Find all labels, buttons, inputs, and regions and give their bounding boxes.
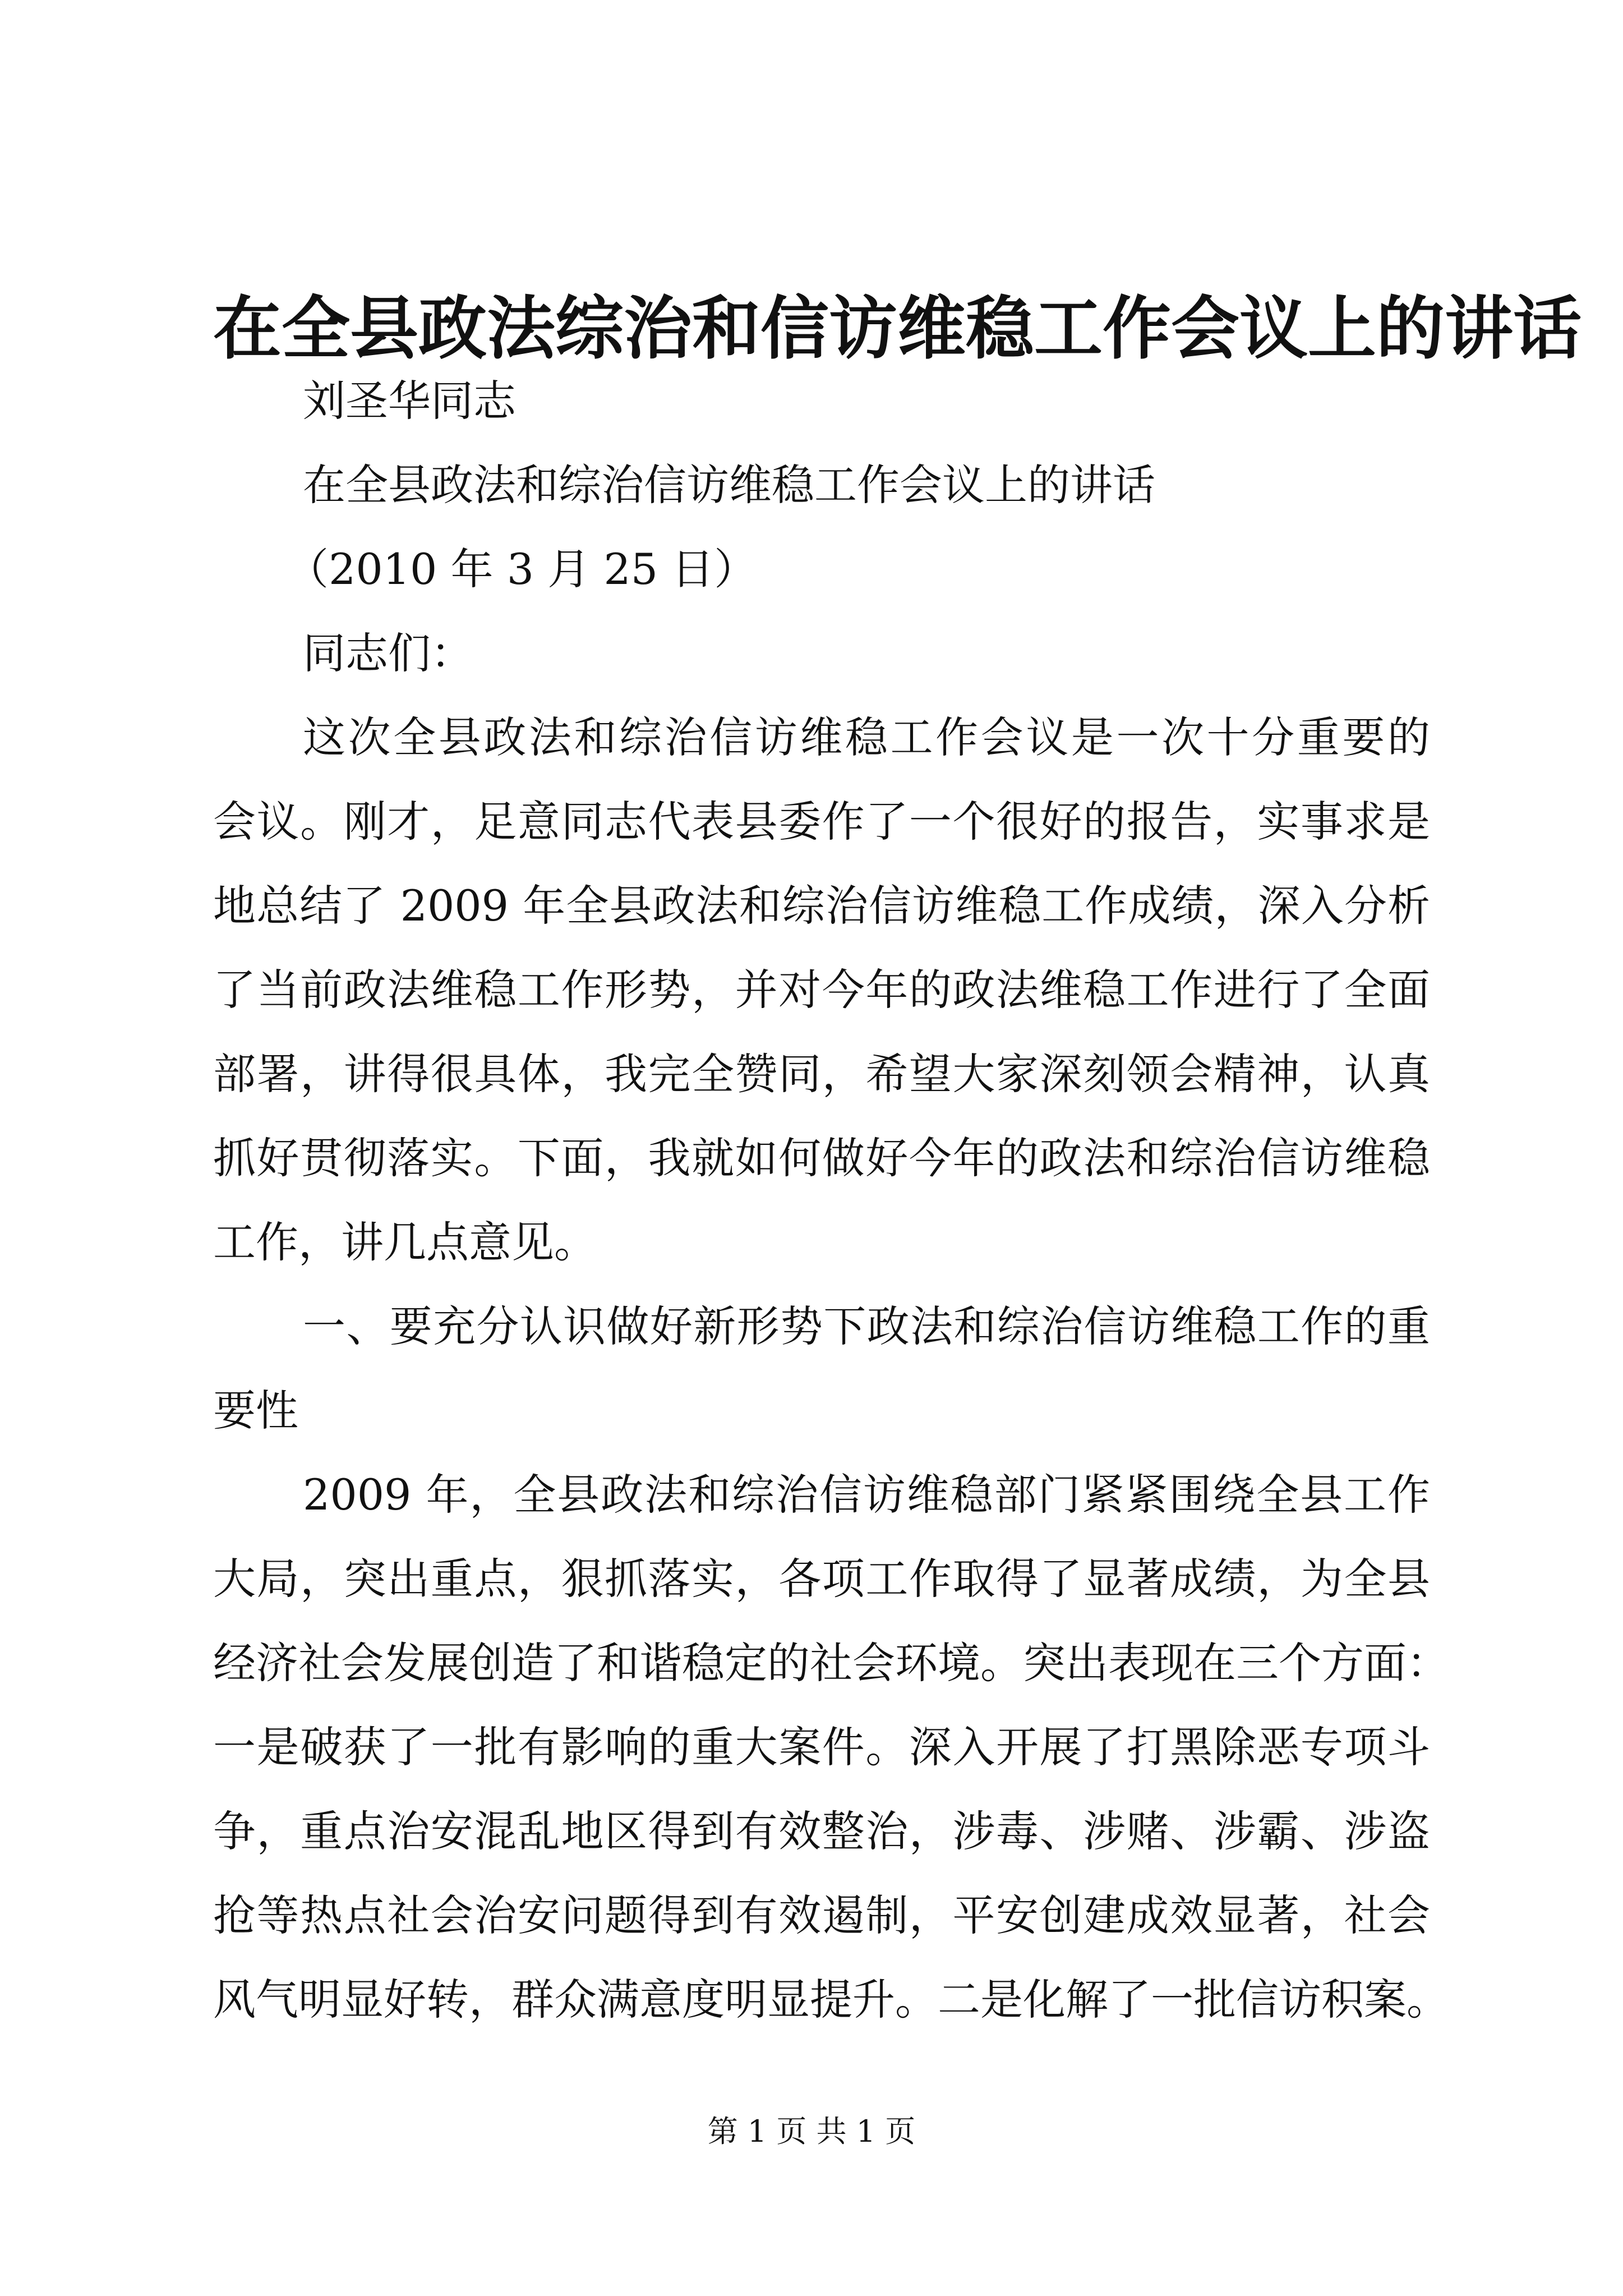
section-heading: 要性 <box>213 1386 298 1435</box>
paragraph-line: 工作，讲几点意见。 <box>213 1217 597 1267</box>
paragraph-line: 了当前政法维稳工作形势，并对今年的政法维稳工作进行了全面 <box>213 965 1430 1015</box>
section-heading: 一、要充分认识做好新形势下政法和综治信访维稳工作的重 <box>303 1301 1430 1351</box>
paragraph-line: 2009 年，全县政法和综治信访维稳部门紧紧围绕全县工作 <box>303 1470 1430 1520</box>
paragraph-line: 抢等热点社会治安问题得到有效遏制，平安创建成效显著，社会 <box>213 1890 1430 1940</box>
page-number-footer: 第 1 页 共 1 页 <box>707 2114 916 2149</box>
paragraph-line: 会议。刚才，足意同志代表县委作了一个很好的报告，实事求是 <box>213 797 1430 846</box>
paragraph-line: 经济社会发展创造了和谐稳定的社会环境。突出表现在三个方面： <box>213 1638 1449 1688</box>
paragraph-line: 抓好贯彻落实。下面，我就如何做好今年的政法和综治信访维稳 <box>213 1133 1430 1183</box>
paragraph-line: 大局，突出重点，狠抓落实，各项工作取得了显著成绩，为全县 <box>213 1554 1430 1604</box>
paragraph-line: 争，重点治安混乱地区得到有效整治，涉毒、涉赌、涉霸、涉盗 <box>213 1806 1430 1856</box>
paragraph-line: 这次全县政法和综治信访维稳工作会议是一次十分重要的 <box>303 712 1430 762</box>
document-body <box>213 359 1449 2042</box>
salutation-line: 同志们： <box>303 628 473 678</box>
paragraph-line: 一是破获了一批有影响的重大案件。深入开展了打黑除恶专项斗 <box>213 1722 1430 1772</box>
paragraph-line: 风气明显好转，群众满意度明显提升。二是化解了一批信访积案。 <box>213 1975 1449 2024</box>
subtitle-line: 在全县政法和综治信访维稳工作会议上的讲话 <box>303 460 1155 510</box>
date-line: （2010 年 3 月 25 日） <box>286 544 757 594</box>
paragraph-line: 地总结了 2009 年全县政法和综治信访维稳工作成绩，深入分析 <box>213 881 1430 931</box>
author-line: 刘圣华同志 <box>303 376 516 426</box>
document-title: 在全县政法综治和信访维稳工作会议上的讲话 <box>213 288 1581 369</box>
paragraph-line: 部署，讲得很具体，我完全赞同，希望大家深刻领会精神，认真 <box>213 1049 1430 1099</box>
